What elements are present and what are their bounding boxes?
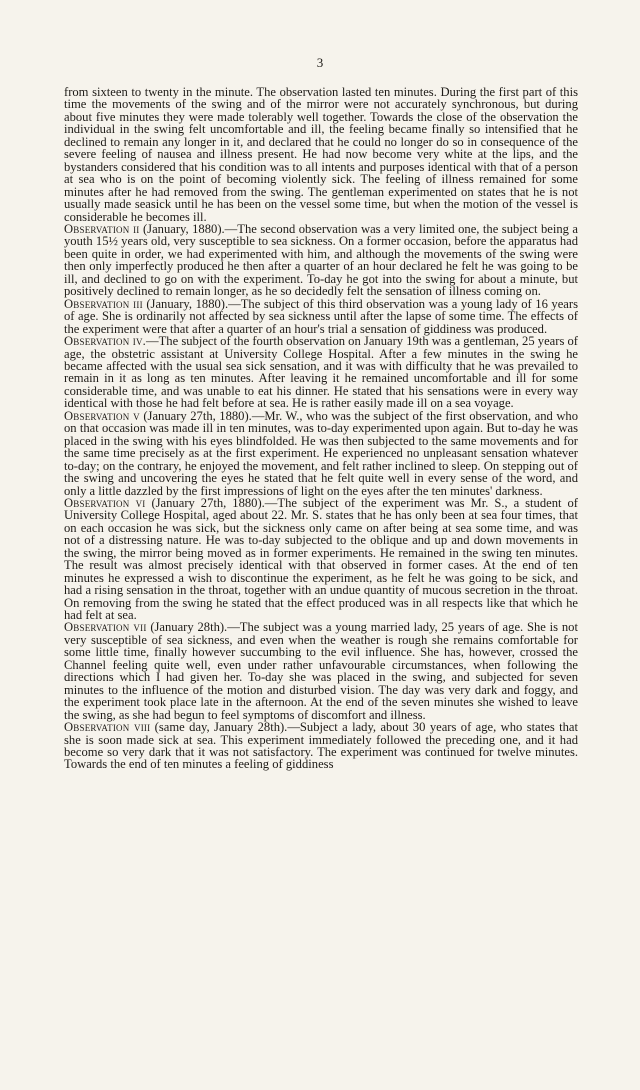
- page-number: 3: [316, 55, 324, 70]
- observation-vi-label: Observation vi: [64, 495, 146, 510]
- observation-vii-text: (January 28th).—The subject was a young married lady, 25 years of age. She is not very susceptible of sea sickness, and even when the weather is rough she remains comfortable for some little time, finally however succumbing to the evil influence. She has, however, crossed the Channel feeling quite well, even under rather unfavourable circumstances, when following the directions which I had given her. To-day she was placed in the swing, and subjected for seven minutes to the influence of the motion and disturbed vision. The day was very dark and foggy, and the experiment took place late in the afternoon. At the end of the seven minutes she wished to leave the swing, as she had begun to feel symptoms of discomfort and illness.: [64, 620, 578, 722]
- observation-iii-label: Observation iii: [64, 296, 143, 311]
- observation-v-text: (January 27th, 1880).—Mr. W., who was the subject of the first observation, and who on that occasion was made ill in ten minutes, was to-day experimented upon again. But to-day he was placed in the swing with his eyes blindfolded. He was then subjected to the same movements and for the same time precisely as at the first experiment. He experienced no unpleasant sensation whatever to-day; on the contrary, he enjoyed the movement, and felt rather inclined to sleep. On stepping out of the swing and uncovering the eyes he stated that he felt quite well in every sense of the word, and only a little dazzled by the first impressions of light on the eyes after the ten minutes' darkness.: [64, 408, 579, 498]
- observation-v-paragraph: [64, 410, 578, 497]
- paragraph-1-text: from sixteen to twenty in the minute. The observation lasted ten minutes. During the first part of this time the movements of the swing and of the mirror were not accurately synchronous, but during about five minutes they were made tolerably well together. Towards the close of the observation the individual in the swing felt uncomfortable and ill, the feeling became finally so intensified that he declined to remain any longer in it, and declared that he could no longer do so in consequence of the severe feeling of nausea and illness present. He had now become very white at the lips, and the bystanders considered that his condition was to all intents and purposes identical with that of a person at sea who is on the point of becoming violently sick. The feeling of illness remained for some minutes after he had removed from the swing. The gentleman experimented on states that he is not usually made seasick until he has been on the vessel some time, but when the motion of the vessel is considerable he becomes ill.: [64, 85, 578, 224]
- observation-viii-text: (same day, January 28th).—Subject a lady, about 30 years of age, who states that she is soon made sick at sea. This experiment immediately followed the preceding one, and it had become so very dark that it was not satisfactory. The experiment was continued for twelve minutes. Towards the end of ten minutes a feeling of giddiness: [64, 720, 578, 772]
- observation-ii-label: Observation ii: [64, 221, 140, 236]
- observation-viii-label: Observation viii: [64, 720, 151, 735]
- body-text: [64, 86, 578, 771]
- observation-iii-text: (January, 1880).—The subject of this third observation was a young lady of 16 years of age. She is ordinarily not affected by sea sickness until after the lapse of some time. The effects of the experiment were that after a quarter of an hour's trial a sensation of giddiness was produced.: [64, 296, 578, 336]
- observation-viii-paragraph: [64, 721, 578, 771]
- observation-iv-paragraph: [64, 335, 578, 410]
- observation-vi-text: (January 27th, 1880).—The subject of the experiment was Mr. S., a student of University College Hospital, aged about 22. Mr. S. states that he has only been at sea four times, that on each occasion he was sick, but the sickness only came on after being at sea some time, and was not of a distressing nature. He was to-day subjected to the oblique and up and down movements in the swing, the mirror being moved as in former experiments. He remained in the swing ten minutes. The result was almost precisely identical with that observed in former cases. At the end of ten minutes he expressed a wish to discontinue the experiment, as he felt he was going to be sick, and had a rising sensation in the throat, together with an undue quantity of mucous secretion in the throat. On removing from the swing he stated that the effect produced was in all respects like that which he had felt at sea.: [64, 495, 578, 623]
- observation-iii-paragraph: [64, 298, 578, 335]
- observation-v-label: Observation v: [64, 408, 140, 423]
- observation-iv-text: —The subject of the fourth observation on January 19th was a gentleman, 25 years of age, the obstetric assistant at University College Hospital. After a few minutes in the swing he became affected with the usual sea sick sensation, and it was with difficulty that he was prevailed to remain in it as long as ten minutes. After leaving it he remained uncomfortable and ill for some considerable time, and was unable to eat his dinner. He stated that his sensations were in every way identical with those he had felt before at sea. He is rather easily made ill on a sea voyage.: [64, 334, 578, 411]
- observation-vii-label: Observation vii: [64, 620, 147, 635]
- observation-vii-paragraph: [64, 621, 578, 721]
- observation-vi-paragraph: [64, 497, 578, 622]
- observation-ii-paragraph: [64, 223, 578, 298]
- observation-ii-text: (January, 1880).—The second observation was a very limited one, the subject being a youth 15½ years old, very susceptible to sea sickness. On a former occasion, before the apparatus had been quite in order, we had experimented with him, and although the movements of the swing were then only imperfectly produced he then after a quarter of an hour declared he felt he was going to be ill, and declined to go on with the experiment. To-day he got into the swing for about a minute, but positively declined to remain longer, as he so decidedly felt the sensation of illness coming on.: [64, 221, 578, 299]
- paragraph-1: [64, 86, 578, 223]
- observation-iv-label: Observation iv.: [64, 334, 147, 349]
